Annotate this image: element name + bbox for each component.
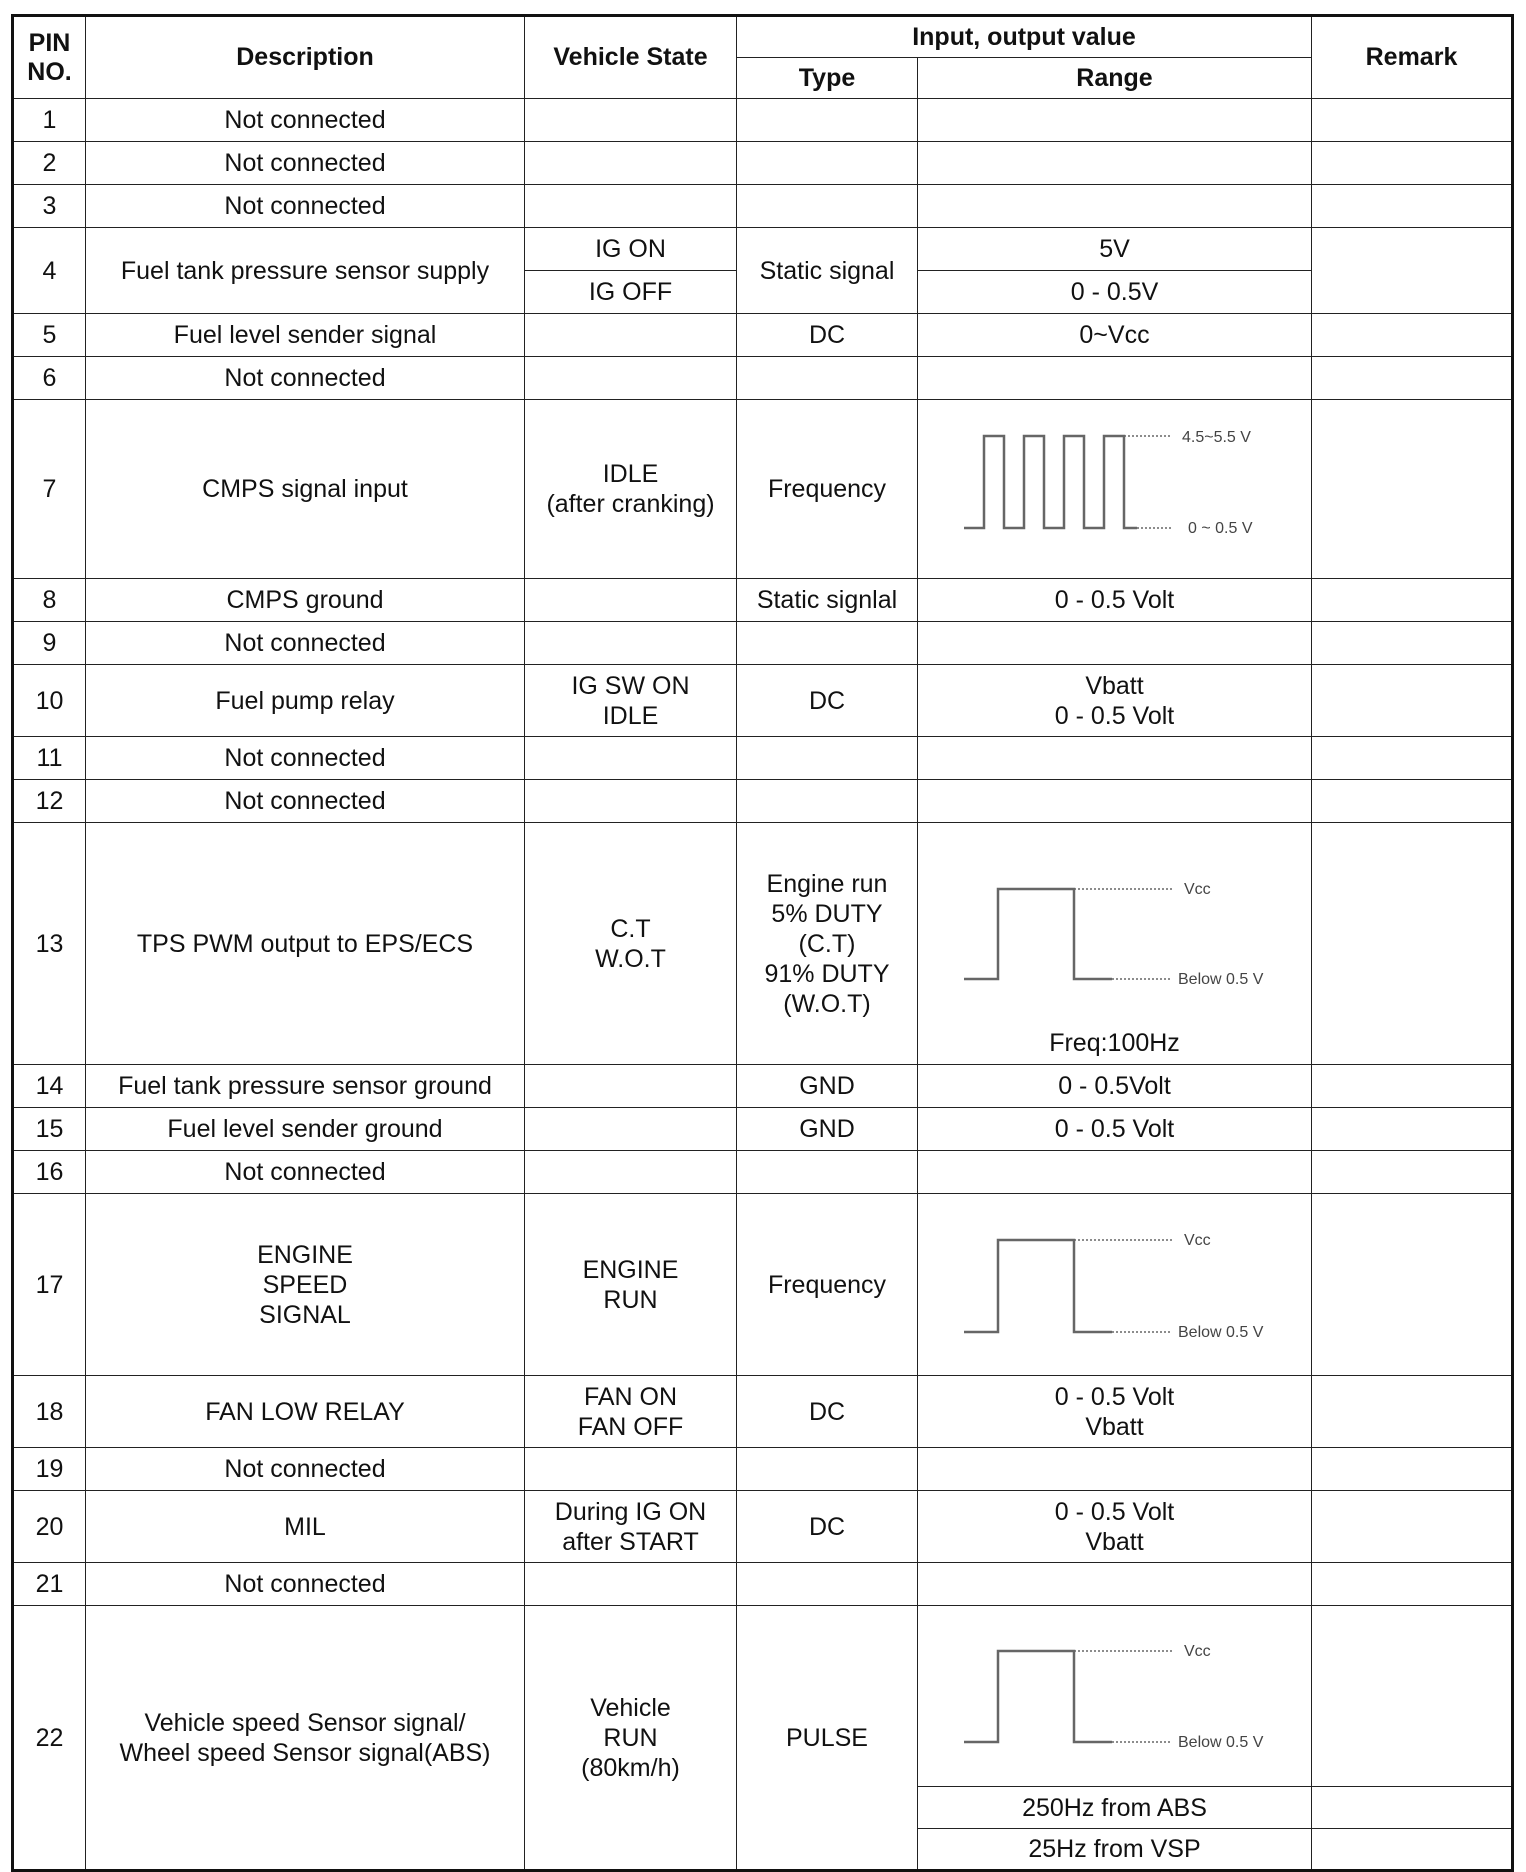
- high-level-label: Vcc: [1184, 1643, 1211, 1660]
- high-level-label: Vcc: [1184, 1232, 1211, 1249]
- waveform-cell: [918, 1606, 1312, 1787]
- waveform-cell: [918, 400, 1312, 579]
- pin-description: Fuel tank pressure sensor supply: [86, 228, 525, 314]
- square-wave-diagram: [922, 400, 1312, 578]
- waveform-line: [964, 1651, 1112, 1742]
- vehicle-state: ENGINE RUN: [525, 1194, 737, 1376]
- signal-range: 25Hz from VSP: [918, 1829, 1312, 1871]
- header-vehicle-state: Vehicle State: [525, 16, 737, 99]
- table-row: [13, 314, 1513, 357]
- pin-description: TPS PWM output to EPS/ECS: [86, 823, 525, 1065]
- table-row: [13, 1065, 1513, 1108]
- pin-number: 1: [13, 99, 86, 142]
- header-type: Type: [737, 58, 918, 99]
- pin-description: Not connected: [86, 1151, 525, 1194]
- low-level-label: 0 ~ 0.5 V: [1188, 520, 1253, 537]
- pin-description: Not connected: [86, 737, 525, 780]
- pin-number: 13: [13, 823, 86, 1065]
- vehicle-state: FAN ON FAN OFF: [525, 1376, 737, 1448]
- pin-number: 11: [13, 737, 86, 780]
- high-level-label: Vcc: [1184, 880, 1211, 898]
- header-pin-no: PIN NO.: [13, 16, 86, 99]
- signal-range: 0 - 0.5Volt: [918, 1065, 1312, 1108]
- signal-type: DC: [737, 1376, 918, 1448]
- vss-wave-diagram: [922, 1606, 1312, 1786]
- pin-number: 19: [13, 1448, 86, 1491]
- pin-number: 8: [13, 579, 86, 622]
- pin-description: Not connected: [86, 357, 525, 400]
- pin-description: Fuel tank pressure sensor ground: [86, 1065, 525, 1108]
- pin-description: Not connected: [86, 99, 525, 142]
- pin-number: 20: [13, 1491, 86, 1563]
- pin-number: 2: [13, 142, 86, 185]
- table-row: [13, 1563, 1513, 1606]
- signal-type: Static signal: [737, 228, 918, 314]
- pin-number: 4: [13, 228, 86, 314]
- pin-description: CMPS ground: [86, 579, 525, 622]
- waveform-line: [964, 1240, 1112, 1332]
- signal-type: Engine run 5% DUTY (C.T) 91% DUTY (W.O.T): [737, 823, 918, 1065]
- table-row: [13, 1448, 1513, 1491]
- table-row: [13, 780, 1513, 823]
- signal-range: 250Hz from ABS: [918, 1787, 1312, 1829]
- vehicle-state: During IG ON after START: [525, 1491, 737, 1563]
- table-row: [13, 737, 1513, 780]
- low-level-label: Below 0.5 V: [1178, 1734, 1264, 1751]
- vehicle-state: IDLE (after cranking): [525, 400, 737, 579]
- pin-description: CMPS signal input: [86, 400, 525, 579]
- signal-range: 0 - 0.5V: [918, 271, 1312, 314]
- pin-number: 22: [13, 1606, 86, 1871]
- pin-number: 14: [13, 1065, 86, 1108]
- pin-number: 17: [13, 1194, 86, 1376]
- waveform-cell: [918, 823, 1312, 1065]
- pin-description: Not connected: [86, 622, 525, 665]
- signal-type: GND: [737, 1065, 918, 1108]
- pin-number: 16: [13, 1151, 86, 1194]
- table-row: [13, 228, 1513, 271]
- table-row: [13, 1606, 1513, 1787]
- signal-range: 0 - 0.5 Volt Vbatt: [918, 1491, 1312, 1563]
- vehicle-state: IG ON: [525, 228, 737, 271]
- pin-description: Not connected: [86, 142, 525, 185]
- table-row: [13, 1108, 1513, 1151]
- waveform-line: [964, 436, 1137, 528]
- pin-description: Vehicle speed Sensor signal/ Wheel speed Sensor signal(ABS): [86, 1606, 525, 1871]
- signal-type: DC: [737, 1491, 918, 1563]
- high-level-label: 4.5~5.5 V: [1182, 429, 1251, 446]
- pin-number: 15: [13, 1108, 86, 1151]
- pin-description: Not connected: [86, 1448, 525, 1491]
- header-description: Description: [86, 16, 525, 99]
- vehicle-state: IG OFF: [525, 271, 737, 314]
- pin-description: MIL: [86, 1491, 525, 1563]
- signal-type: GND: [737, 1108, 918, 1151]
- table-row: [13, 1491, 1513, 1563]
- signal-range: 0 - 0.5 Volt Vbatt: [918, 1376, 1312, 1448]
- signal-type: PULSE: [737, 1606, 918, 1871]
- pulse-wave-diagram: [922, 1194, 1312, 1375]
- signal-type: DC: [737, 314, 918, 357]
- low-level-label: Below 0.5 V: [1178, 1324, 1264, 1341]
- pin-description: Fuel level sender signal: [86, 314, 525, 357]
- header-remark: Remark: [1312, 16, 1513, 99]
- signal-type: Static signlal: [737, 579, 918, 622]
- table-row: [13, 1376, 1513, 1448]
- pin-description: Not connected: [86, 185, 525, 228]
- table-row: [13, 579, 1513, 622]
- header-range: Range: [918, 58, 1312, 99]
- vehicle-state: Vehicle RUN (80km/h): [525, 1606, 737, 1871]
- pwm-wave-diagram: [922, 844, 1312, 1044]
- pin-number: 3: [13, 185, 86, 228]
- waveform-cell: [918, 1194, 1312, 1376]
- header-io-value: Input, output value: [737, 16, 1312, 58]
- pin-number: 6: [13, 357, 86, 400]
- pin-description: ENGINE SPEED SIGNAL: [86, 1194, 525, 1376]
- signal-range: 5V: [918, 228, 1312, 271]
- pin-description: Fuel level sender ground: [86, 1108, 525, 1151]
- pin-number: 21: [13, 1563, 86, 1606]
- pin-table: [11, 14, 1514, 1872]
- waveform-line: [964, 889, 1112, 979]
- vehicle-state: IG SW ON IDLE: [525, 665, 737, 737]
- pin-number: 10: [13, 665, 86, 737]
- pin-number: 9: [13, 622, 86, 665]
- pin-number: 18: [13, 1376, 86, 1448]
- table-row: [13, 622, 1513, 665]
- signal-range: 0 - 0.5 Volt: [918, 1108, 1312, 1151]
- table-row: [13, 823, 1513, 1065]
- pin-description: Not connected: [86, 1563, 525, 1606]
- signal-type: Frequency: [737, 1194, 918, 1376]
- frequency-label: Freq:100Hz: [1049, 1029, 1180, 1057]
- table-row: [13, 1194, 1513, 1376]
- signal-range: 0 - 0.5 Volt: [918, 579, 1312, 622]
- signal-range: 0~Vcc: [918, 314, 1312, 357]
- remark: [1312, 228, 1513, 314]
- table-row: [13, 400, 1513, 579]
- signal-range: Vbatt 0 - 0.5 Volt: [918, 665, 1312, 737]
- pin-number: 5: [13, 314, 86, 357]
- pin-number: 7: [13, 400, 86, 579]
- vehicle-state: C.T W.O.T: [525, 823, 737, 1065]
- pin-number: 12: [13, 780, 86, 823]
- table-row: [13, 357, 1513, 400]
- table-row: [13, 185, 1513, 228]
- table-row: [13, 99, 1513, 142]
- table-row: [13, 665, 1513, 737]
- signal-type: Frequency: [737, 400, 918, 579]
- table-row: [13, 1151, 1513, 1194]
- table-row: [13, 142, 1513, 185]
- pin-description: FAN LOW RELAY: [86, 1376, 525, 1448]
- pin-description: Fuel pump relay: [86, 665, 525, 737]
- signal-type: DC: [737, 665, 918, 737]
- pin-description: Not connected: [86, 780, 525, 823]
- low-level-label: Below 0.5 V: [1178, 970, 1264, 988]
